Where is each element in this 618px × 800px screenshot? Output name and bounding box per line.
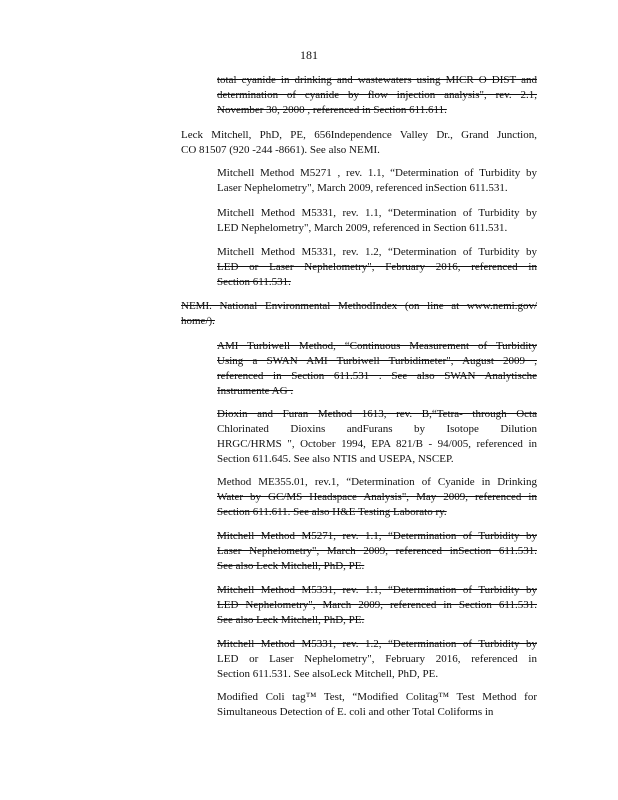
text-run: determination of cyanide by flow injection analysis", rev. 2.1, [217,89,537,101]
paragraph-nemi [181,299,537,329]
text-run: Mitchell Method M5331, rev. 1.2, “Determination of Turbidity by [217,638,537,650]
text-line [217,652,537,667]
text-run: Section 611.645. See also NTIS and USEPA, NSCEP. [217,453,454,465]
text-run: LED Nephelometry", March 2009, referenced in Section 611.531. [217,599,537,611]
text-run: total cyanide in drinking and wastewaters using MICR O DIST and [217,74,537,86]
text-line [217,490,537,505]
text-line [217,667,537,682]
text-run: referenced in Section 611.531 . See also SWAN Analytische [217,370,537,382]
text-run: HRGC/HRMS ", October 1994, EPA 821/B - 94/005, referenced in [217,438,537,450]
paragraph-mitchell-m5331-rev11-nemi [217,583,537,628]
text-line [217,452,537,467]
text-run: Mitchell Method M5331, rev. 1.1, “Determination of Turbidity by [217,584,537,596]
text-line [217,103,537,118]
text-run: Section 611.531. [217,276,291,288]
text-run: See also Leck Mitchell, PhD, PE. [217,614,365,626]
text-run: See also Leck Mitchell, PhD, PE. [217,560,365,572]
paragraph-ami-turbiwell [217,339,537,399]
text-run: Mitchell Method M5331, rev. 1.2, “Determination of Turbidity by [217,246,537,258]
text-run: LED or Laser Nephelometry", February 2016, referenced in [217,653,537,665]
text-line [217,73,537,88]
text-line [217,369,537,384]
text-run: Method ME355.01, rev.1, “Determination of Cyanide in Drinking [217,476,537,488]
text-line [181,128,537,143]
text-run: LED or Laser Nephelometry", February 2016, referenced in [217,261,537,273]
paragraph-cyanide-method-continuation [217,73,537,118]
text-run: Dioxin and Furan Method 1613, rev. B,“Tetra- through Octa [217,408,537,420]
paragraph-me355 [217,475,537,520]
text-line [217,275,537,290]
text-line [217,166,537,181]
text-run: November 30, 2000 , referenced in Section 611.611. [217,104,447,116]
text-line [217,598,537,613]
text-line [217,690,537,705]
paragraph-leck-mitchell [181,128,537,158]
text-run: Using a SWAN AMI Turbiwell Turbidimeter", August 2009 , [217,355,537,367]
text-run: Section 611.611. See also H&E Testing Laborato ry. [217,506,447,518]
paragraph-mitchell-m5331-rev12-nemi [217,637,537,682]
text-line [217,181,537,196]
text-line [217,221,537,236]
text-line [181,299,537,314]
text-line [217,206,537,221]
text-line [217,544,537,559]
paragraph-mitchell-m5271-nemi [217,529,537,574]
text-line [217,475,537,490]
text-run: NEMI. National Environmental MethodIndex (on line at www.nemi.gov/ [181,300,537,312]
paragraph-mitchell-m5331-rev11 [217,206,537,236]
text-run: Chlorinated Dioxins andFurans by Isotope Dilution [217,423,537,435]
text-run: Laser Nephelometry", March 2009, referenced inSection 611.531. [217,545,537,557]
text-line [217,559,537,574]
text-line [217,505,537,520]
text-line [217,529,537,544]
text-run: Laser Nephelometry", March 2009, referenced inSection 611.531. [217,182,508,194]
paragraph-mitchell-m5271 [217,166,537,196]
text-line [217,245,537,260]
text-line [217,613,537,628]
text-run: Leck Mitchell, PhD, PE, 656Independence Valley Dr., Grand Junction, [181,129,537,141]
text-line [181,143,537,158]
text-line [217,705,537,720]
text-line [217,384,537,399]
text-run: Mitchell Method M5271, rev. 1.1, “Determination of Turbidity by [217,530,537,542]
text-run: Mitchell Method M5331, rev. 1.1, “Determination of Turbidity by [217,207,537,219]
text-run: AMI Turbiwell Method, “Continuous Measurement of Turbidity [217,340,537,352]
paragraph-modified-colitag [217,690,537,720]
text-run: Section 611.531. See alsoLeck Mitchell, PhD, PE. [217,668,439,680]
text-line [181,314,537,329]
text-run: home/). [181,315,215,327]
text-line [217,88,537,103]
text-run: Instrumente AG . [217,385,294,397]
text-line [217,260,537,275]
text-run: Modified Coli tag™ Test, “Modified Colitag™ Test Method for [217,691,537,703]
text-line [217,407,537,422]
page-number: 181 [300,48,318,62]
paragraph-mitchell-m5331-rev12 [217,245,537,290]
text-run: Simultaneous Detection of E. coli and other Total Coliforms in [217,706,494,718]
paragraph-dioxin-furan [217,407,537,467]
text-line [217,637,537,652]
text-line [217,422,537,437]
text-line [217,339,537,354]
text-line [217,583,537,598]
text-run: CO 81507 (920 -244 -8661). See also NEMI. [181,144,380,156]
text-run: Mitchell Method M5271 , rev. 1.1, “Determination of Turbidity by [217,167,537,179]
text-run: LED Nephelometry", March 2009, referenced in Section 611.531. [217,222,508,234]
text-run: Water by GC/MS Headspace Analysis", May 2009, referenced in [217,491,537,503]
text-line [217,354,537,369]
text-line [217,437,537,452]
